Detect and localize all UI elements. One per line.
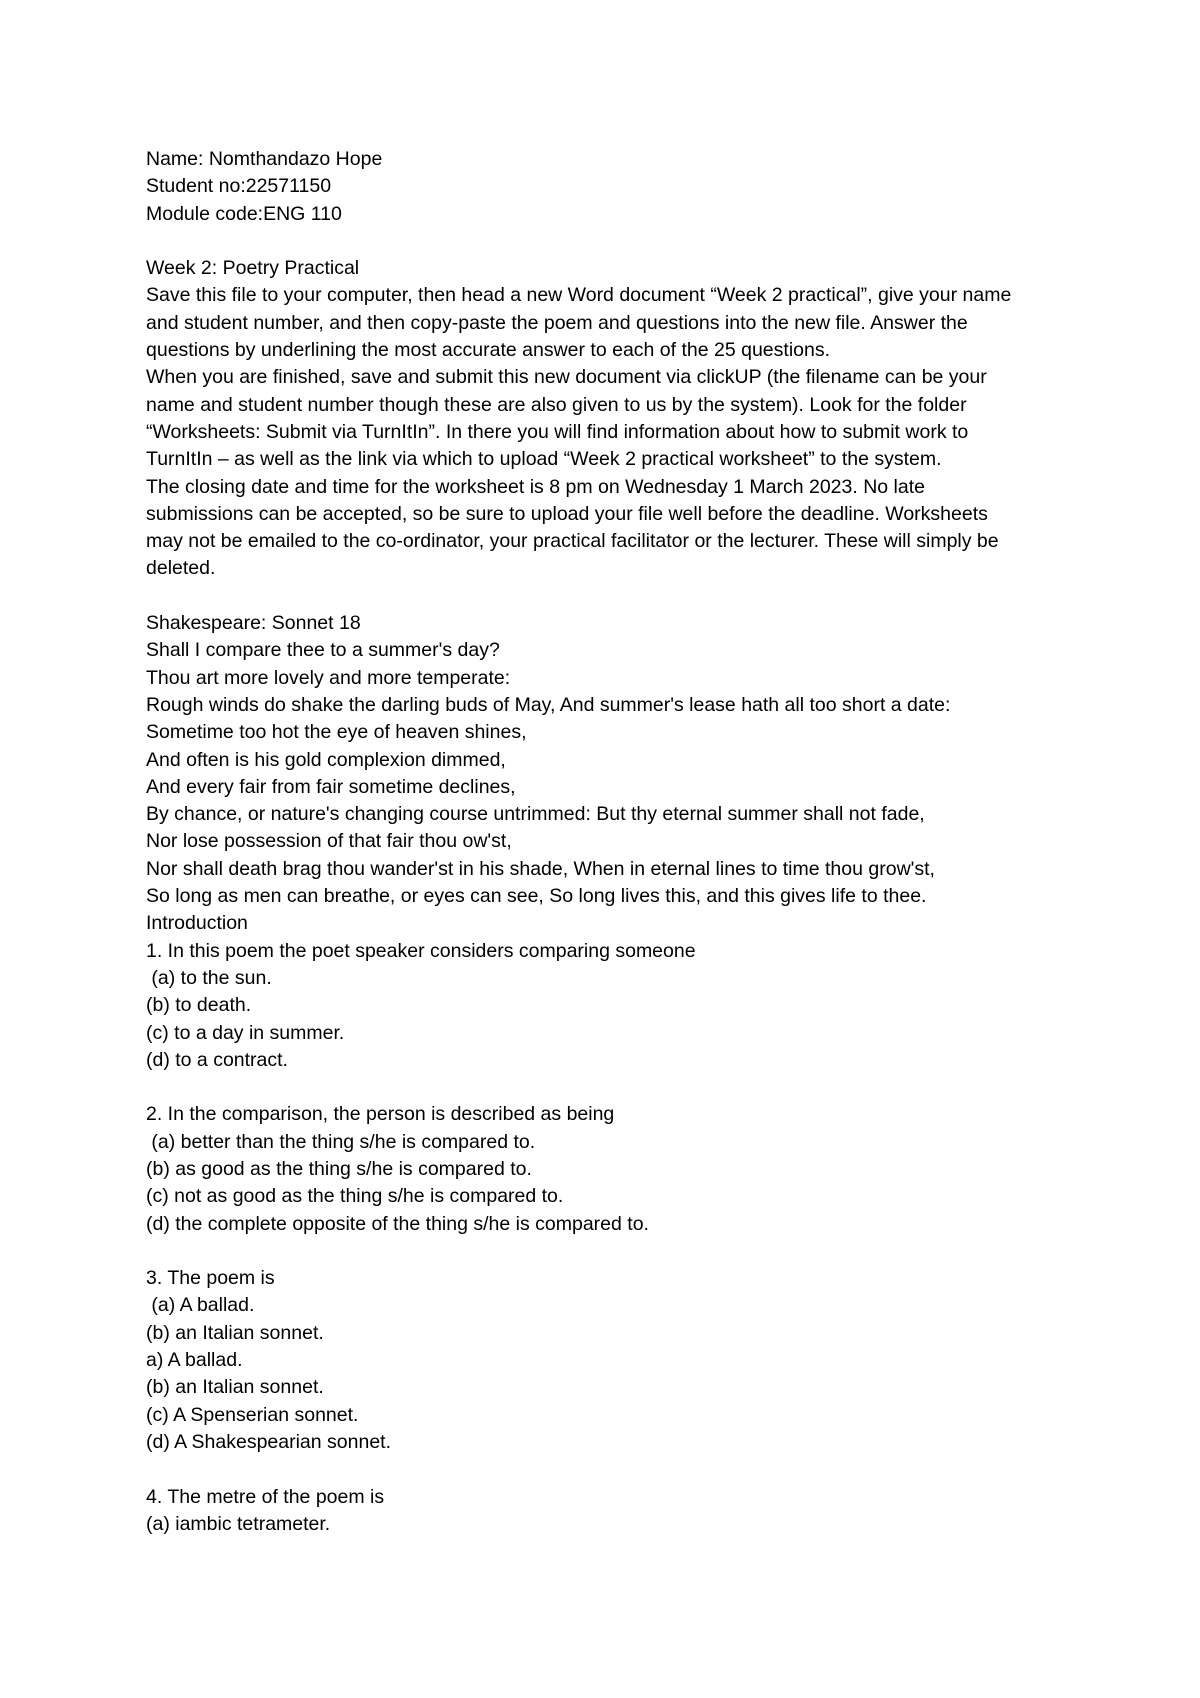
answer-option: (d) to a contract. bbox=[146, 1048, 288, 1071]
spacer bbox=[146, 228, 1086, 255]
poem-line: Shall I compare thee to a summer's day? bbox=[146, 639, 500, 662]
poem-line: And every fair from fair sometime declines, bbox=[146, 775, 516, 798]
answer-option: (c) not as good as the thing s/he is compared to. bbox=[146, 1185, 564, 1208]
practical-title: Week 2: Poetry Practical bbox=[146, 257, 360, 280]
module-code: Module code:ENG 110 bbox=[146, 202, 342, 225]
poem-line: By chance, or nature's changing course untrimmed: But thy eternal summer shall not fade, bbox=[146, 803, 925, 826]
instruction-line: When you are finished, save and submit this new document via clickUP (the filename can be your bbox=[146, 366, 987, 389]
answer-option: (b) an Italian sonnet. bbox=[146, 1321, 324, 1344]
poem-title: Shakespeare: Sonnet 18 bbox=[146, 612, 361, 635]
spacer bbox=[146, 1238, 1086, 1265]
instruction-line: and student number, and then copy-paste the poem and questions into the new file. Answer the bbox=[146, 311, 968, 334]
answer-option: (a) A ballad. bbox=[146, 1294, 255, 1317]
question-prompt: 1. In this poem the poet speaker considers comparing someone bbox=[146, 939, 696, 962]
document-page bbox=[146, 146, 1086, 1538]
poem-line: Rough winds do shake the darling buds of May, And summer's lease hath all too short a date: bbox=[146, 693, 951, 716]
question-prompt: 3. The poem is bbox=[146, 1267, 275, 1290]
poem-line: So long as men can breathe, or eyes can see, So long lives this, and this gives life to thee. bbox=[146, 885, 927, 908]
instruction-line: submissions can be accepted, so be sure to upload your file well before the deadline. Worksheets bbox=[146, 502, 988, 525]
question-prompt: 2. In the comparison, the person is described as being bbox=[146, 1103, 615, 1126]
question-prompt: 4. The metre of the poem is bbox=[146, 1485, 385, 1508]
instruction-line: “Worksheets: Submit via TurnItIn”. In there you will find information about how to submit work to bbox=[146, 420, 969, 443]
answer-option: (b) as good as the thing s/he is compared to. bbox=[146, 1157, 532, 1180]
spacer bbox=[146, 583, 1086, 610]
student-number: Student no:22571150 bbox=[146, 175, 332, 198]
answer-option: (b) to death. bbox=[146, 994, 252, 1017]
poem-line: Nor shall death brag thou wander'st in his shade, When in eternal lines to time thou grow'st, bbox=[146, 857, 935, 880]
instruction-line: may not be emailed to the co-ordinator, your practical facilitator or the lecturer. These will simply be bbox=[146, 530, 999, 553]
spacer bbox=[146, 1074, 1086, 1101]
instruction-line: questions by underlining the most accurate answer to each of the 25 questions. bbox=[146, 339, 831, 362]
answer-option: (b) an Italian sonnet. bbox=[146, 1376, 324, 1399]
answer-option: (c) to a day in summer. bbox=[146, 1021, 345, 1044]
answer-option: (a) to the sun. bbox=[146, 966, 272, 989]
answer-option: a) A ballad. bbox=[146, 1349, 243, 1372]
poem-line: Nor lose possession of that fair thou ow'st, bbox=[146, 830, 512, 853]
instruction-line: Save this file to your computer, then head a new Word document “Week 2 practical”, give your name bbox=[146, 284, 1012, 307]
answer-option: (d) A Shakespearian sonnet. bbox=[146, 1430, 391, 1453]
answer-option: (a) better than the thing s/he is compared to. bbox=[146, 1130, 536, 1153]
answer-option: (d) the complete opposite of the thing s/he is compared to. bbox=[146, 1212, 649, 1235]
instruction-line: TurnItIn – as well as the link via which to upload “Week 2 practical worksheet” to the system. bbox=[146, 448, 942, 471]
instruction-line: deleted. bbox=[146, 557, 216, 580]
student-name: Name: Nomthandazo Hope bbox=[146, 148, 383, 170]
poem-line: Thou art more lovely and more temperate: bbox=[146, 666, 511, 689]
poem-line: Sometime too hot the eye of heaven shines, bbox=[146, 721, 527, 744]
spacer bbox=[146, 1456, 1086, 1483]
instruction-line: name and student number though these are also given to us by the system). Look for the folder bbox=[146, 393, 967, 416]
answer-option: (c) A Spenserian sonnet. bbox=[146, 1403, 359, 1426]
instruction-line: The closing date and time for the worksheet is 8 pm on Wednesday 1 March 2023. No late bbox=[146, 475, 925, 498]
section-heading: Introduction bbox=[146, 912, 248, 935]
answer-option: (a) iambic tetrameter. bbox=[146, 1512, 331, 1535]
poem-line: And often is his gold complexion dimmed, bbox=[146, 748, 506, 771]
